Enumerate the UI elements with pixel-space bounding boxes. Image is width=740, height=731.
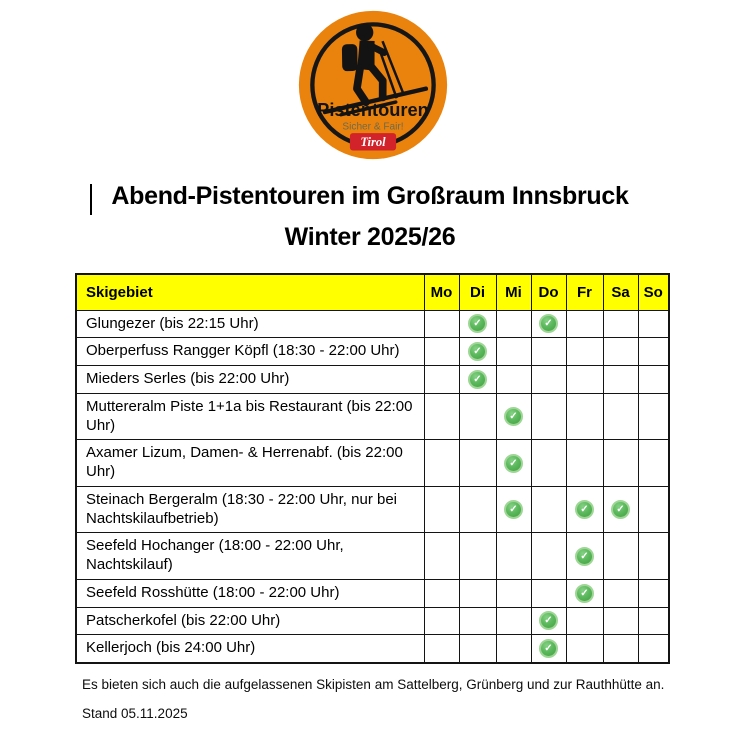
day-cell-di: [459, 366, 496, 394]
date-stamp: Stand 05.11.2025: [82, 706, 188, 721]
day-cell-mi: [496, 440, 531, 487]
day-cell-di: [459, 310, 496, 338]
ski-area-cell: Oberperfuss Rangger Köpfl (18:30 - 22:00 Uhr): [76, 338, 424, 366]
day-cell-do: [531, 635, 566, 663]
day-cell-mi: [496, 607, 531, 635]
column-header-do: Do: [531, 274, 566, 310]
day-cell-so: [638, 607, 669, 635]
day-cell-di: [459, 607, 496, 635]
day-cell-do: [531, 579, 566, 607]
day-cell-sa: [603, 366, 638, 394]
day-cell-sa: [603, 607, 638, 635]
day-cell-do: [531, 338, 566, 366]
day-cell-di: [459, 393, 496, 440]
day-cell-so: [638, 366, 669, 394]
day-cell-do: [531, 366, 566, 394]
day-cell-di: [459, 486, 496, 533]
day-cell-so: [638, 533, 669, 580]
column-header-di: Di: [459, 274, 496, 310]
day-cell-sa: [603, 579, 638, 607]
day-cell-do: [531, 310, 566, 338]
day-cell-di: [459, 635, 496, 663]
day-cell-di: [459, 440, 496, 487]
table-row: [76, 393, 669, 440]
logo-graphic: [296, 8, 450, 162]
day-cell-so: [638, 486, 669, 533]
day-cell-fr: [566, 533, 603, 580]
check-circle-icon: ✓: [468, 342, 487, 361]
day-cell-so: [638, 635, 669, 663]
day-cell-so: [638, 393, 669, 440]
column-header-mo: Mo: [424, 274, 459, 310]
day-cell-mi: [496, 310, 531, 338]
day-cell-mo: [424, 338, 459, 366]
logo-tagline-text: Sicher & Fair!: [342, 121, 404, 133]
schedule-table-wrap: [75, 273, 670, 664]
day-cell-do: [531, 393, 566, 440]
table-row: [76, 579, 669, 607]
day-cell-mo: [424, 393, 459, 440]
table-row: [76, 635, 669, 663]
day-cell-fr: [566, 393, 603, 440]
day-cell-di: [459, 579, 496, 607]
day-cell-so: [638, 579, 669, 607]
day-cell-so: [638, 440, 669, 487]
day-cell-sa: [603, 310, 638, 338]
check-circle-icon: ✓: [539, 639, 558, 658]
day-cell-mo: [424, 635, 459, 663]
day-cell-mo: [424, 440, 459, 487]
day-cell-mi: [496, 366, 531, 394]
day-cell-fr: [566, 440, 603, 487]
schedule-table-header: [76, 274, 669, 310]
day-cell-fr: [566, 635, 603, 663]
day-cell-mo: [424, 607, 459, 635]
day-cell-mo: [424, 486, 459, 533]
day-cell-sa: [603, 486, 638, 533]
column-header-sa: Sa: [603, 274, 638, 310]
day-cell-fr: [566, 486, 603, 533]
footer-note: Es bieten sich auch die aufgelassenen Skipisten am Sattelberg, Grünberg und zur Rauthhütte an.: [82, 677, 665, 692]
logo-brand-text: Pistentouren: [317, 98, 429, 120]
day-cell-di: [459, 533, 496, 580]
check-circle-icon: ✓: [504, 500, 523, 519]
check-circle-icon: ✓: [575, 547, 594, 566]
check-circle-icon: ✓: [575, 584, 594, 603]
page-subtitle: Winter 2025/26: [284, 223, 456, 251]
day-cell-fr: [566, 579, 603, 607]
column-header-skigebiet: Skigebiet: [76, 274, 424, 310]
day-cell-sa: [603, 338, 638, 366]
day-cell-do: [531, 607, 566, 635]
day-cell-mi: [496, 579, 531, 607]
day-cell-so: [638, 310, 669, 338]
day-cell-fr: [566, 607, 603, 635]
day-cell-sa: [603, 533, 638, 580]
day-cell-mo: [424, 366, 459, 394]
table-row: [76, 440, 669, 487]
day-cell-do: [531, 440, 566, 487]
day-cell-fr: [566, 310, 603, 338]
ski-area-cell: Seefeld Rosshütte (18:00 - 22:00 Uhr): [76, 579, 424, 607]
ski-area-cell: Muttereralm Piste 1+1a bis Restaurant (bis 22:00 Uhr): [76, 393, 424, 440]
ski-area-cell: Mieders Serles (bis 22:00 Uhr): [76, 366, 424, 394]
day-cell-mo: [424, 310, 459, 338]
check-circle-icon: ✓: [504, 407, 523, 426]
day-cell-mi: [496, 393, 531, 440]
day-cell-mo: [424, 533, 459, 580]
check-circle-icon: ✓: [468, 314, 487, 333]
check-circle-icon: ✓: [575, 500, 594, 519]
table-row: [76, 607, 669, 635]
check-circle-icon: ✓: [468, 370, 487, 389]
day-cell-mo: [424, 579, 459, 607]
check-circle-icon: ✓: [539, 314, 558, 333]
ski-area-cell: Glungezer (bis 22:15 Uhr): [76, 310, 424, 338]
day-cell-do: [531, 533, 566, 580]
ski-area-cell: Axamer Lizum, Damen- & Herrenabf. (bis 22:00 Uhr): [76, 440, 424, 487]
day-cell-di: [459, 338, 496, 366]
day-cell-sa: [603, 440, 638, 487]
column-header-so: So: [638, 274, 669, 310]
table-row: [76, 310, 669, 338]
day-cell-do: [531, 486, 566, 533]
schedule-table-body: [76, 310, 669, 663]
day-cell-fr: [566, 338, 603, 366]
schedule-table: [75, 273, 670, 664]
check-circle-icon: ✓: [539, 611, 558, 630]
page-title: Abend-Pistentouren im Großraum Innsbruck: [111, 182, 629, 210]
check-circle-icon: ✓: [504, 454, 523, 473]
table-row: [76, 366, 669, 394]
ski-area-cell: Seefeld Hochanger (18:00 - 22:00 Uhr, Nachtskilauf): [76, 533, 424, 580]
check-circle-icon: ✓: [611, 500, 630, 519]
day-cell-mi: [496, 533, 531, 580]
ski-area-cell: Kellerjoch (bis 24:00 Uhr): [76, 635, 424, 663]
day-cell-mi: [496, 486, 531, 533]
day-cell-sa: [603, 393, 638, 440]
column-header-fr: Fr: [566, 274, 603, 310]
table-row: [76, 338, 669, 366]
day-cell-mi: [496, 635, 531, 663]
ski-area-cell: Steinach Bergeralm (18:30 - 22:00 Uhr, nur bei Nachtskilaufbetrieb): [76, 486, 424, 533]
day-cell-so: [638, 338, 669, 366]
table-row: [76, 486, 669, 533]
column-header-mi: Mi: [496, 274, 531, 310]
ski-area-cell: Patscherkofel (bis 22:00 Uhr): [76, 607, 424, 635]
day-cell-fr: [566, 366, 603, 394]
tirol-badge-text: Tirol: [360, 135, 386, 150]
pistentouren-logo: [296, 8, 450, 162]
day-cell-mi: [496, 338, 531, 366]
table-row: [76, 533, 669, 580]
day-cell-sa: [603, 635, 638, 663]
